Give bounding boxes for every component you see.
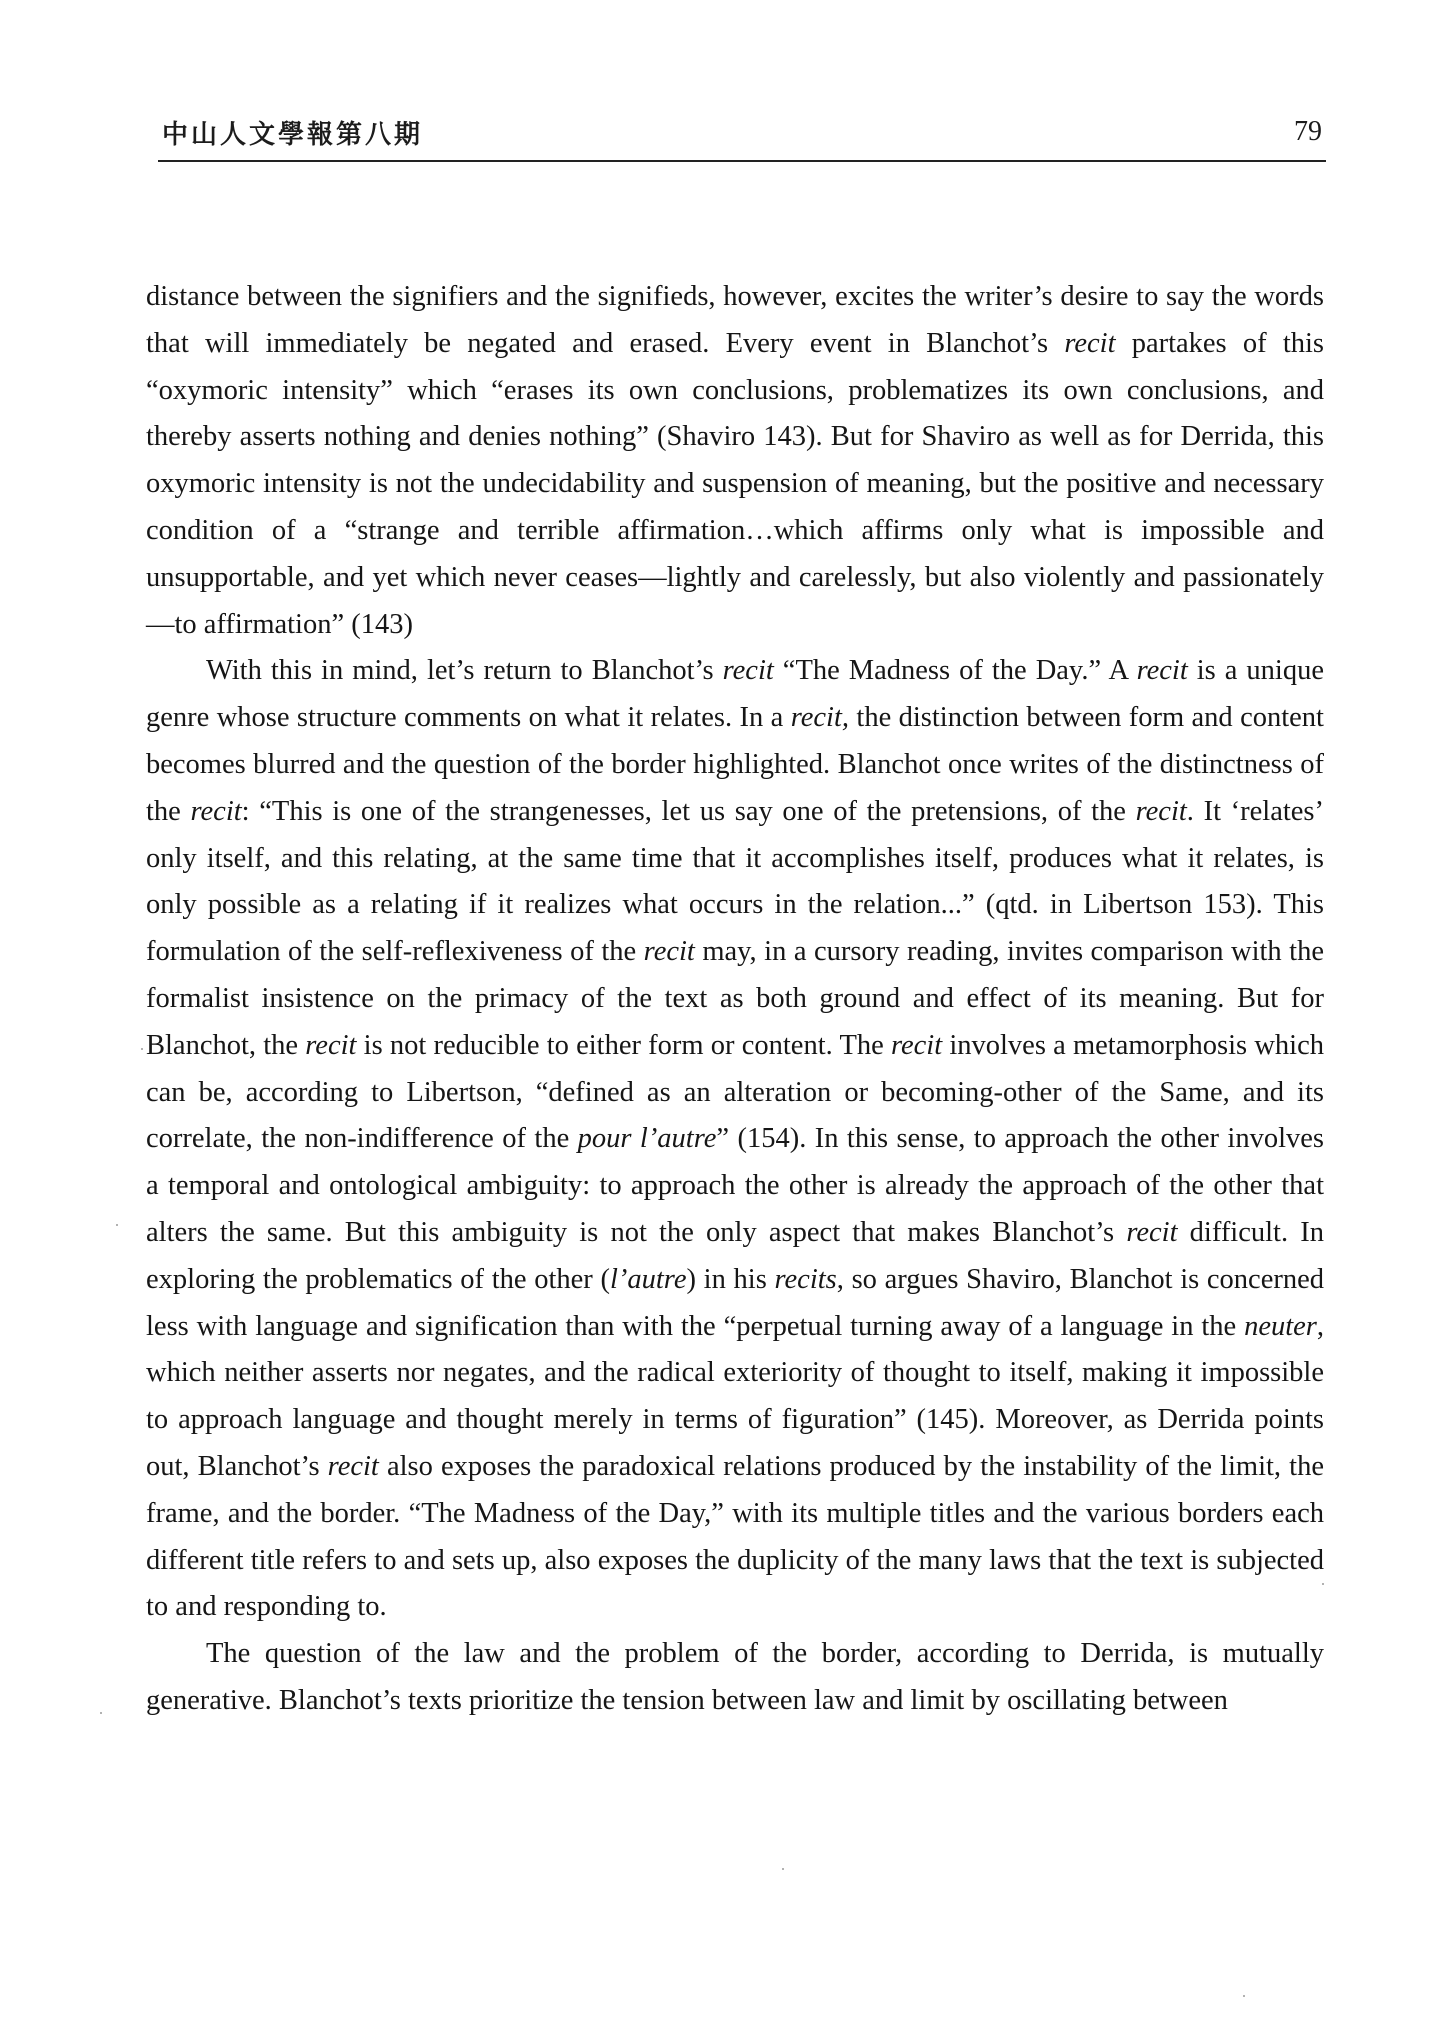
text-run: With this in mind, let’s return to Blanchot’s — [206, 655, 723, 687]
scan-speck — [782, 1868, 784, 1870]
italic-term: neuter — [1244, 1310, 1317, 1342]
text-run: distance between the signifiers and the signifieds, however, excites the writer’s desire to say the words that will immediately be negated and erased. Every event in Blanchot’s — [146, 281, 1324, 359]
text-run: ) in his — [686, 1263, 775, 1295]
text-run: ” (154). In this sense, to approach the other involves a temporal and ontological ambiguity: to approach the other is already the approach of the other that alters the same. But this ambiguity is not the only aspect that makes Blanchot’s — [146, 1123, 1325, 1248]
text-run: difficult. In exploring the problematics of the other ( — [146, 1216, 1325, 1295]
italic-term: l’autre — [609, 1263, 687, 1295]
text-run: partakes of this “oxymoric intensity” which “erases its own conclusions, problematizes its own conclusions, and thereby asserts nothing and denies nothing” (Shaviro 143). But for Shaviro as well as for Derrida, this oxymoric intensity is not the undecidability and suspension of meaning, but the positive and necessary condition of a “strange and terrible affirmation…which affirms only what is impossible and unsupportable, and yet which never ceases—lightly and carelessly, but also violently and passionately—to affirmation” (143) — [146, 327, 1324, 640]
italic-term: recits — [774, 1263, 837, 1295]
paragraph — [146, 274, 1324, 648]
italic-term: recit — [190, 795, 242, 827]
paragraph — [146, 1631, 1324, 1725]
paragraph — [146, 648, 1324, 1631]
italic-term: recit — [722, 655, 774, 687]
text-run: may, in a cursory reading, invites comparison with the formalist insistence on the primacy of the text as both ground and effect of its meaning. But for Blanchot, the — [146, 936, 1324, 1061]
scan-speck — [1322, 1583, 1324, 1585]
text-run: The question of the law and the problem of the border, according to Derrida, is mutually generative. Blanchot’s texts prioritize the tension between law and limit by oscillating between — [146, 1638, 1324, 1716]
italic-term: recit — [1135, 795, 1187, 827]
text-run: the distinction between form and content becomes blurred and the question of the border highlighted. Blanchot once writes of the distinctness of the — [146, 702, 1324, 827]
running-header — [158, 108, 1326, 162]
scan-speck — [100, 1712, 102, 1714]
text-run: involves a metamorphosis which can be, according to Libertson, “defined as an alteration or becoming-other of the Same, and its correlate, the non-indifference of the — [146, 1029, 1324, 1155]
text-run: , which neither asserts nor negates, and the radical exteriority of thought to itself, making it impossible to approach language and thought merely in terms of figuration” (145). Moreover, as Derrida points out, Blanchot’s — [146, 1310, 1324, 1482]
scan-speck — [1243, 1995, 1245, 1997]
italic-term: pour l’autre — [577, 1123, 717, 1155]
italic-term: recit — [1136, 655, 1188, 687]
text-run: “The Madness of the Day.” A — [773, 655, 1137, 687]
page-number: 79 — [1294, 116, 1322, 147]
text-run: . It ‘relates’ only itself, and this relating, at the same time that it accomplishes itself, produces what it relates, is only possible as a relating if it realizes what occurs in the relation...” (qtd. in Libertson 153). This formulation of the self-reflexiveness of the — [146, 795, 1325, 968]
italic-term: recit — [327, 1450, 379, 1482]
italic-term: recit — [1064, 327, 1116, 359]
text-run: also exposes the paradoxical relations produced by the instability of the limit, the frame, and the border. “The Madness of the Day,” with its multiple titles and the various borders each different title refers to and sets up, also exposes the duplicity of the many laws that the text is subjected to and responding to. — [146, 1450, 1324, 1623]
text-run: : “This is one of the strangenesses, let us say one of the pretensions, of the — [241, 795, 1136, 827]
scan-speck — [141, 1048, 143, 1050]
journal-title: 中山人文學報第八期 — [162, 120, 424, 150]
text-run: is not reducible to either form or content. The — [356, 1029, 891, 1061]
italic-term: recit, — [790, 702, 849, 734]
scan-speck — [116, 1224, 118, 1226]
body-text — [146, 274, 1324, 1725]
italic-term: recit — [643, 936, 695, 968]
text-run: , so argues Shaviro, Blanchot is concerned less with language and signification than with the “perpetual turning away of a language in the — [146, 1263, 1324, 1342]
italic-term: recit — [1126, 1216, 1178, 1248]
italic-term: recit — [890, 1029, 943, 1061]
text-run: is a unique genre whose structure comments on what it relates. In a — [146, 655, 1324, 734]
italic-term: recit — [305, 1029, 357, 1061]
